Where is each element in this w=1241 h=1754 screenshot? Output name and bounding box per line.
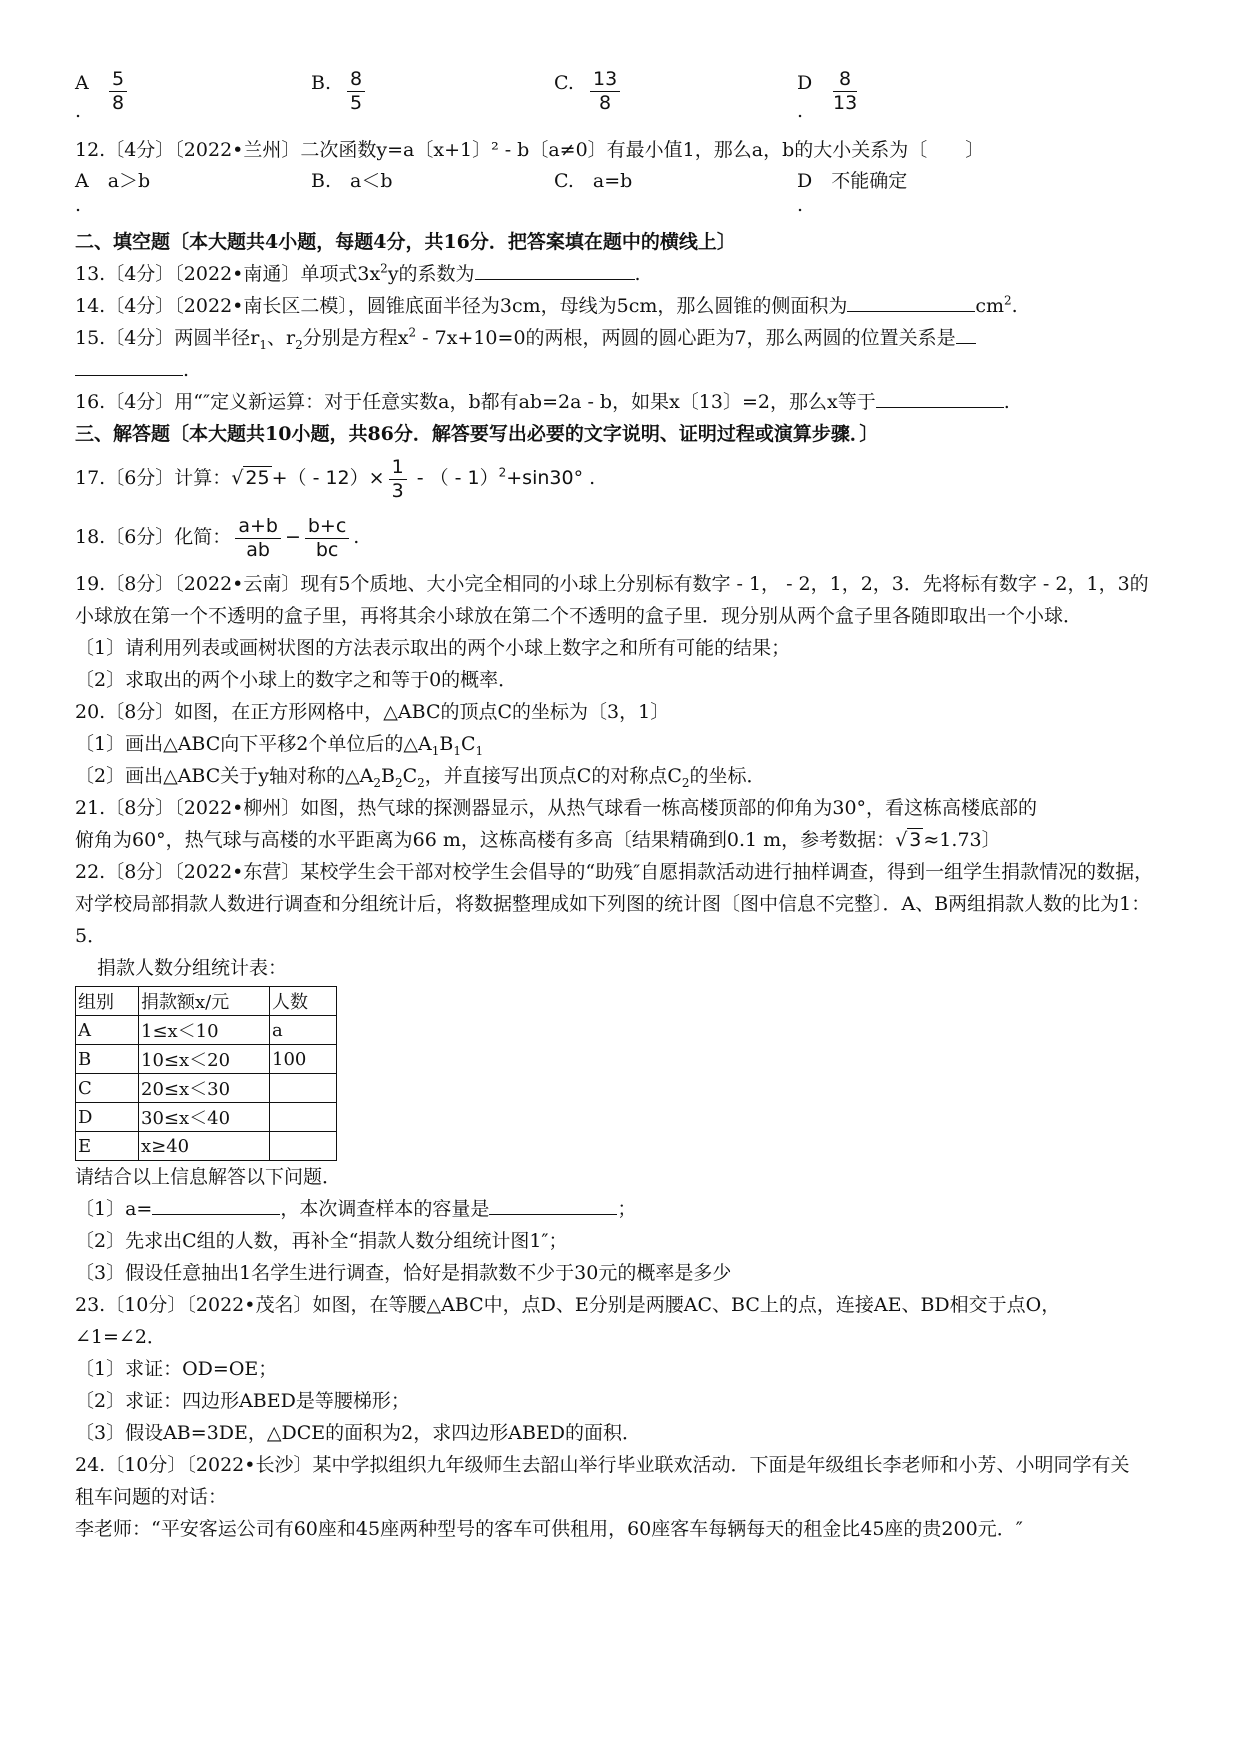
q19-stem: 19.〔8分〕〔2022•云南〕现有5个质地、大小完全相同的小球上分别标有数字 - 1， - 2，1，2，3．先将标有数字 - 2，1，3的小球放在第一个不透明的盒子里，再将其余小球放在第二个不透明的盒子里．现分别从两个盒子里各随即取出一个小球． [75, 573, 1149, 627]
header-cell: 组别 [76, 987, 139, 1016]
q20-p1-text: 〔1〕画出△ABC向下平移2个单位后的△A [75, 733, 432, 755]
choice-letter: C. [554, 72, 574, 94]
q22-part-3: 〔3〕假设任意抽出1名学生进行调查，恰好是捐款数不少于30元的概率是多少 [75, 1262, 732, 1284]
subscript: 2 [417, 775, 425, 790]
denominator: 8 [599, 92, 612, 114]
denominator: bc [315, 538, 339, 561]
numerator: 8 [833, 70, 857, 92]
answer-blank-start[interactable] [956, 342, 976, 344]
q18-text: 18.〔6分〕化简： [75, 526, 232, 548]
choice-letter: D [797, 72, 813, 94]
superscript: 2 [1004, 293, 1012, 308]
minus-sign: − [284, 526, 301, 548]
q15 [75, 322, 1175, 354]
choice-text: B. a＜b [311, 170, 393, 192]
q17-expr-3: +sin30° [506, 467, 584, 489]
donation-table [75, 986, 337, 1161]
table-row [76, 1103, 337, 1132]
choice-dot: . [75, 100, 82, 122]
period: . [1011, 295, 1018, 317]
denominator: 3 [391, 479, 404, 502]
answer-blank[interactable] [475, 278, 635, 280]
answer-blank-sample-size[interactable] [489, 1213, 617, 1215]
answer-blank[interactable] [847, 310, 975, 312]
subscript: 1 [259, 337, 268, 352]
table-cell: D [76, 1103, 139, 1132]
q23-part-3: 〔3〕假设AB=3DE，△DCE的面积为2，求四边形ABED的面积． [75, 1422, 642, 1444]
subscript: 1 [453, 743, 461, 758]
q20-part-1 [75, 728, 1175, 760]
letter: C [402, 765, 418, 787]
period: . [634, 263, 641, 285]
q23-stem: 23.〔10分〕〔2022•茂名〕如图，在等腰△ABC中，点D、E分别是两腰AC、BC上的点，连接AE、BD相交于点O，∠1=∠2． [75, 1294, 1061, 1348]
period: . [589, 467, 596, 489]
unit: cm [975, 295, 1005, 317]
section-2-heading: 二、填空题〔本大题共4小题，每题4分，共16分．把答案填在题中的横线上〕 [75, 231, 736, 253]
q15-text-4: - 7x+10=0的两根，两圆的圆心距为7，那么两圆的位置关系是 [416, 327, 956, 349]
fraction [347, 70, 365, 113]
sqrt-expression: √ 25 [231, 467, 270, 489]
q21-line-2 [75, 824, 1175, 856]
period: . [353, 526, 360, 548]
letter: B [380, 765, 395, 787]
q17-expr-1: +（ - 12）× [271, 467, 385, 489]
q20-p2-text: 〔2〕画出△ABC关于y轴对称的△A [75, 765, 374, 787]
q22-stem: 22.〔8分〕〔2022•东营〕某校学生会干部对校学生会倡导的“助残″自愿捐款活动进行抽样调查，得到一组学生捐款情况的数据，对学校局部捐款人数进行调查和分组统计后，将数据整理成如下列图的统计图〔图中信息不完整〕．A、B两组捐款人数的比为1：5． [75, 861, 1154, 947]
q14-text: 14.〔4分〕〔2022•南长区二模〕，圆锥底面半径为3cm，母线为5cm，那么圆锥的侧面积为 [75, 295, 848, 317]
choice-dot: . [797, 194, 804, 216]
denominator: 8 [112, 92, 125, 114]
q11-choices [75, 70, 1175, 134]
numerator: b+c [305, 517, 349, 539]
numerator: 13 [590, 70, 620, 92]
sqrt-expression: √ 3 [895, 829, 922, 851]
letter: B [439, 733, 454, 755]
q12-choice-b [311, 166, 393, 193]
q12-choice-c [554, 166, 632, 193]
fraction [109, 70, 127, 113]
q12-choice-d [797, 166, 908, 216]
table-cell: E [76, 1132, 139, 1161]
q21-text: 俯角为60°，热气球与高楼的水平距离为66 m，这栋高楼有多高〔结果精确到0.1 m，参考数据： [75, 829, 896, 851]
q20-p2-text-2: ，并直接写出顶点C的对称点C [424, 765, 682, 787]
table-cell [270, 1132, 337, 1161]
q19-part-2: 〔2〕求取出的两个小球上的数字之和等于0的概率． [75, 669, 518, 691]
choice-text: A a＞b [75, 170, 151, 192]
subscript: 2 [295, 337, 303, 352]
header-cell: 捐款额x/元 [139, 987, 270, 1016]
numerator: a+b [235, 517, 281, 539]
q12-choice-a [75, 166, 151, 216]
denominator: 13 [833, 92, 858, 114]
q16 [75, 386, 1175, 418]
choice-letter: B. [311, 72, 332, 94]
fraction-2 [305, 514, 349, 561]
fraction-1 [235, 514, 281, 561]
table-cell [270, 1103, 337, 1132]
q22-after-table: 请结合以上信息解答以下问题． [75, 1166, 342, 1188]
table-cell: 100 [270, 1045, 337, 1074]
numerator: 5 [109, 70, 127, 92]
q23-part-1: 〔1〕求证：OD=OE； [75, 1358, 278, 1380]
table-cell: x≥40 [139, 1132, 270, 1161]
denominator: ab [246, 538, 270, 561]
radicand: 25 [245, 467, 270, 489]
q24-stem: 24.〔10分〕〔2022•长沙〕某中学拟组织九年级师生去韶山举行毕业联欢活动．下面是年级组长李老师和小芳、小明同学有关租车问题的对话： [75, 1454, 1130, 1508]
q22-p1-text: 〔1〕a= [75, 1198, 153, 1220]
q15-text-2: 、r [267, 327, 296, 349]
table-cell: a [270, 1016, 337, 1045]
period: . [183, 359, 190, 381]
fraction [833, 70, 857, 113]
letter: C [460, 733, 476, 755]
q22-part-1 [75, 1193, 1175, 1225]
q19-part-1: 〔1〕请利用列表或画树状图的方法表示取出的两个小球上数字之和所有可能的结果； [75, 637, 791, 659]
q13 [75, 258, 1175, 290]
table-row [76, 1016, 337, 1045]
choice-dot: . [75, 194, 82, 216]
section-3-heading: 三、解答题〔本大题共10小题，共86分．解答要写出必要的文字说明、证明过程或演算步骤．〕 [75, 423, 879, 445]
q15-text: 15.〔4分〕两圆半径r [75, 327, 260, 349]
q15-text-3: 分别是方程x [302, 327, 409, 349]
table-cell: 10≤x＜20 [139, 1045, 270, 1074]
superscript: 2 [498, 465, 507, 480]
table-cell: 30≤x＜40 [139, 1103, 270, 1132]
numerator: 1 [389, 458, 407, 480]
q17-expr-2: - （ - 1） [410, 467, 499, 489]
q14 [75, 290, 1175, 322]
subscript: 2 [681, 775, 690, 790]
answer-blank[interactable] [876, 406, 1004, 408]
q22-table-title: 捐款人数分组统计表： [97, 957, 288, 979]
q16-text: 16.〔4分〕用“″定义新运算：对于任意实数a，b都有ab=2a - b，如果x〔13〕=2，那么x等于 [75, 391, 876, 413]
q15-continued [75, 354, 1175, 386]
table-cell: B [76, 1045, 139, 1074]
table-row [76, 1045, 337, 1074]
period: . [1003, 391, 1010, 413]
answer-blank[interactable] [75, 374, 183, 376]
table-cell: 20≤x＜30 [139, 1074, 270, 1103]
subscript: 1 [475, 743, 484, 758]
q20-part-2 [75, 760, 1175, 792]
q20-stem: 20.〔8分〕如图，在正方形网格中，△ABC的顶点C的坐标为〔3，1〕 [75, 701, 670, 723]
subscript: 1 [431, 743, 440, 758]
q23-part-2: 〔2〕求证：四边形ABED是等腰梯形； [75, 1390, 410, 1412]
choice-dot: . [797, 100, 804, 122]
q17-text: 17.〔6分〕计算： [75, 467, 232, 489]
numerator: 8 [347, 70, 365, 92]
choice-letter: A [75, 72, 89, 94]
q18 [75, 506, 1175, 568]
q21-line-1: 21.〔8分〕〔2022•柳州〕如图，热气球的探测器显示，从热气球看一栋高楼顶部的仰角为30°，看这栋高楼底部的 [75, 797, 1038, 819]
exam-page [75, 70, 1175, 1545]
header-cell: 人数 [270, 987, 337, 1016]
q24-quote: 李老师：“平安客运公司有60座和45座两种型号的客车可供租用，60座客车每辆每天的租金比45座的贵200元．″ [75, 1518, 1023, 1540]
q12-stem: 12.〔4分〕〔2022•兰州〕二次函数y=a〔x+1〕² - b〔a≠0〕有最小值1，那么a，b的大小关系为〔 〕 [75, 139, 985, 161]
q13-text: 13.〔4分〕〔2022•南通〕单项式3x [75, 263, 381, 285]
table-cell: A [76, 1016, 139, 1045]
semicolon: ； [617, 1198, 637, 1220]
choice-text: C. a=b [554, 170, 633, 192]
superscript: 2 [380, 261, 388, 276]
q17 [75, 450, 1175, 506]
q13-text-2: y的系数为 [387, 263, 475, 285]
q21-text-2: ≈1.73〕 [923, 829, 1001, 851]
table-cell: C [76, 1074, 139, 1103]
table-cell: 1≤x＜10 [139, 1016, 270, 1045]
subscript: 2 [394, 775, 403, 790]
q12-choices [75, 166, 1175, 226]
choice-text: D 不能确定 [797, 170, 908, 192]
answer-blank-a[interactable] [152, 1213, 280, 1215]
superscript: 2 [408, 325, 417, 340]
table-row [76, 1132, 337, 1161]
fraction [389, 455, 407, 502]
fraction [590, 70, 620, 113]
radicand: 3 [909, 829, 922, 851]
q22-p1-text-2: ，本次调查样本的容量是 [280, 1198, 490, 1220]
q20-p2-text-3: 的坐标． [689, 765, 766, 787]
subscript: 2 [373, 775, 381, 790]
denominator: 5 [350, 92, 363, 114]
table-row [76, 1074, 337, 1103]
table-header-row [76, 987, 337, 1016]
q22-part-2: 〔2〕先求出C组的人数，再补全“捐款人数分组统计图1″； [75, 1230, 568, 1252]
table-cell [270, 1074, 337, 1103]
